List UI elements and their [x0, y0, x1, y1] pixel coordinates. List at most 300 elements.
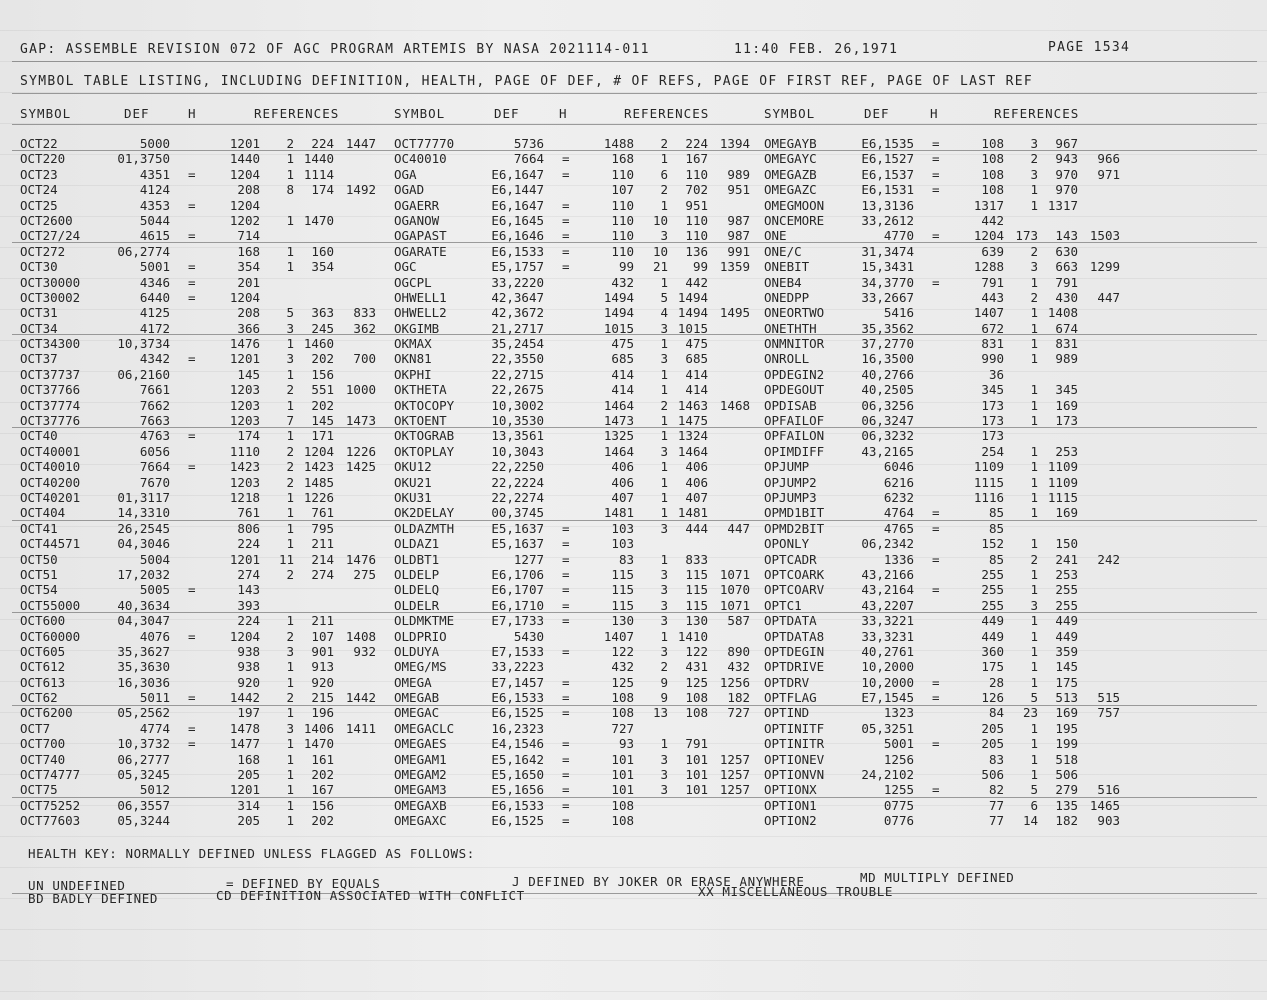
ref-count-cell: 1 [286, 166, 294, 182]
table-row [20, 598, 390, 613]
symbol-cell: OCT40 [20, 428, 58, 444]
def-cell: E6,1525 [491, 705, 544, 721]
def-cell: 06,2777 [117, 751, 170, 767]
def-page-cell: 1109 [973, 459, 1004, 475]
first-ref-cell: 920 [311, 674, 334, 690]
table-row [394, 336, 764, 351]
def-cell: E5,1757 [491, 259, 544, 275]
table-row [764, 813, 1134, 828]
def-page-cell: 938 [237, 643, 260, 659]
ref-count-cell: 1 [286, 751, 294, 767]
health-flag: = [562, 212, 570, 228]
symbol-cell: OCT40001 [20, 443, 81, 459]
ref-count-cell: 3 [1030, 166, 1038, 182]
table-row [394, 505, 764, 520]
health-flag: = [188, 274, 196, 290]
def-cell: 5012 [139, 782, 170, 798]
table-row [764, 767, 1134, 782]
symbol-cell: OCT2600 [20, 212, 73, 228]
table-row [394, 690, 764, 705]
def-page-cell: 1407 [603, 628, 634, 644]
symbol-cell: OCT40200 [20, 474, 81, 490]
last-ref-cell: 989 [727, 166, 750, 182]
table-row [764, 659, 1134, 674]
table-row [394, 136, 764, 151]
first-ref-cell: 831 [1055, 336, 1078, 352]
first-ref-cell: 913 [311, 659, 334, 675]
table-row [394, 752, 764, 767]
ref-count-cell: 1 [660, 151, 668, 167]
symbol-cell: OPTIONVN [764, 767, 825, 783]
def-page-cell: 806 [237, 520, 260, 536]
subtitle-rule [12, 93, 1257, 94]
table-row [764, 336, 1134, 351]
first-ref-cell: 359 [1055, 643, 1078, 659]
def-cell: E6,1531 [861, 182, 914, 198]
table-row [20, 244, 390, 259]
def-cell: 5430 [513, 628, 544, 644]
health-flag: = [562, 197, 570, 213]
ref-count-cell: 1 [1030, 351, 1038, 367]
def-page-cell: 475 [611, 336, 634, 352]
symbol-cell: OPTION2 [764, 813, 817, 829]
def-page-cell: 1203 [229, 397, 260, 413]
symbol-cell: OCT74777 [20, 767, 81, 783]
def-page-cell: 168 [237, 751, 260, 767]
symbol-block-middle [394, 136, 764, 829]
health-flag: = [562, 228, 570, 244]
table-row [764, 752, 1134, 767]
symbol-cell: OKU31 [394, 489, 432, 505]
table-row [394, 182, 764, 197]
symbol-cell: OCT740 [20, 751, 66, 767]
symbol-cell: OPTCADR [764, 551, 817, 567]
def-page-cell: 205 [981, 736, 1004, 752]
listing-title: GAP: ASSEMBLE REVISION 072 OF AGC PROGRAM ARTEMIS BY NASA 2021114-011 [20, 42, 650, 57]
symbol-cell: OCT62 [20, 690, 58, 706]
health-key-un: UN UNDEFINED [28, 878, 126, 893]
def-page-cell: 345 [981, 382, 1004, 398]
def-page-cell: 93 [618, 736, 634, 752]
last-ref-cell: 1000 [345, 382, 376, 398]
def-cell: 05,3245 [117, 767, 170, 783]
health-flag: = [932, 136, 940, 151]
def-page-cell: 366 [237, 320, 260, 336]
table-row [764, 644, 1134, 659]
first-ref-cell: 1464 [677, 443, 708, 459]
def-cell: 13,3136 [861, 197, 914, 213]
last-ref-cell: 275 [353, 566, 376, 582]
symbol-cell: OPTFLAG [764, 690, 817, 706]
def-cell: 33,3221 [861, 613, 914, 629]
table-row [394, 398, 764, 413]
first-ref-cell: 1114 [303, 166, 334, 182]
def-page-cell: 205 [237, 813, 260, 829]
ref-count-cell: 1 [286, 782, 294, 798]
symbol-cell: OPTIONX [764, 782, 817, 798]
symbol-cell: OMEGACLC [394, 720, 455, 736]
symbol-cell: OCT77770 [394, 136, 455, 151]
first-ref-cell: 110 [685, 212, 708, 228]
ref-count-cell: 2 [1030, 151, 1038, 167]
def-cell: 5001 [139, 259, 170, 275]
last-ref-cell: 1468 [719, 397, 750, 413]
def-cell: 0776 [883, 813, 914, 829]
def-cell: E5,1656 [491, 782, 544, 798]
def-cell: 35,2454 [491, 336, 544, 352]
first-ref-cell: 169 [1055, 705, 1078, 721]
ref-count-cell: 1 [660, 382, 668, 398]
first-ref-cell: 224 [311, 136, 334, 151]
symbol-cell: OCT27/24 [20, 228, 81, 244]
symbol-cell: OPJUMP2 [764, 474, 817, 490]
symbol-cell: OLDELQ [394, 582, 440, 598]
symbol-cell: OPTINITR [764, 736, 825, 752]
ref-count-cell: 1 [286, 212, 294, 228]
symbol-cell: OGA [394, 166, 417, 182]
first-ref-cell: 211 [311, 613, 334, 629]
ref-count-cell: 2 [660, 136, 668, 151]
symbol-block-left [20, 136, 390, 829]
def-page-cell: 1473 [603, 413, 634, 429]
def-cell: 4615 [139, 228, 170, 244]
table-row [394, 567, 764, 582]
first-ref-cell: 202 [311, 351, 334, 367]
def-cell: 1323 [883, 705, 914, 721]
health-flag: = [562, 813, 570, 829]
first-ref-cell: 145 [1055, 659, 1078, 675]
table-row [20, 182, 390, 197]
def-cell: 01,3750 [117, 151, 170, 167]
last-ref-cell: 516 [1097, 782, 1120, 798]
last-ref-cell: 1359 [719, 259, 750, 275]
def-page-cell: 173 [981, 397, 1004, 413]
def-page-cell: 1440 [229, 151, 260, 167]
first-ref-cell: 406 [685, 459, 708, 475]
def-cell: 24,2102 [861, 767, 914, 783]
col-references-2: REFERENCES [624, 106, 710, 121]
symbol-cell: OMEGAES [394, 736, 447, 752]
table-row [20, 428, 390, 443]
col-h-2: H [559, 106, 568, 121]
health-flag: = [188, 289, 196, 305]
def-cell: 5736 [513, 136, 544, 151]
def-page-cell: 28 [988, 674, 1004, 690]
def-cell: 06,3557 [117, 797, 170, 813]
ref-count-cell: 1 [1030, 505, 1038, 521]
symbol-cell: OPTIONEV [764, 751, 825, 767]
def-cell: 31,3474 [861, 243, 914, 259]
def-page-cell: 83 [618, 551, 634, 567]
ref-count-cell: 3 [660, 597, 668, 613]
def-page-cell: 672 [981, 320, 1004, 336]
symbol-cell: OCT40201 [20, 489, 81, 505]
first-ref-cell: 167 [311, 782, 334, 798]
def-page-cell: 101 [611, 751, 634, 767]
symbol-cell: ONCEMORE [764, 212, 825, 228]
def-page-cell: 274 [237, 566, 260, 582]
def-cell: 1336 [883, 551, 914, 567]
table-row [764, 305, 1134, 320]
table-row [20, 336, 390, 351]
symbol-cell: OMEGAC [394, 705, 440, 721]
ref-count-cell: 1 [286, 797, 294, 813]
def-cell: 4172 [139, 320, 170, 336]
def-page-cell: 1204 [229, 628, 260, 644]
table-row [20, 167, 390, 182]
def-cell: E6,1645 [491, 212, 544, 228]
table-row [394, 721, 764, 736]
def-cell: 42,3647 [491, 289, 544, 305]
first-ref-cell: 1204 [303, 443, 334, 459]
table-row [394, 244, 764, 259]
def-page-cell: 414 [611, 382, 634, 398]
def-cell: 4764 [883, 505, 914, 521]
def-cell: 01,3117 [117, 489, 170, 505]
ref-count-cell: 6 [1030, 797, 1038, 813]
ref-count-cell: 1 [1030, 613, 1038, 629]
first-ref-cell: 363 [311, 305, 334, 321]
first-ref-cell: 791 [1055, 274, 1078, 290]
def-cell: 37,2770 [861, 336, 914, 352]
def-page-cell: 205 [981, 720, 1004, 736]
def-cell: E5,1650 [491, 767, 544, 783]
symbol-cell: OCT30002 [20, 289, 81, 305]
symbol-cell: OCT50 [20, 551, 58, 567]
def-cell: 5000 [139, 136, 170, 151]
def-cell: 35,3562 [861, 320, 914, 336]
first-ref-cell: 1115 [1047, 489, 1078, 505]
first-ref-cell: 407 [685, 489, 708, 505]
symbol-cell: OGC [394, 259, 417, 275]
health-flag: = [562, 782, 570, 798]
symbol-cell: OCT612 [20, 659, 66, 675]
first-ref-cell: 506 [1055, 767, 1078, 783]
def-page-cell: 1204 [229, 166, 260, 182]
health-flag: = [188, 690, 196, 706]
first-ref-cell: 110 [685, 228, 708, 244]
page-number: PAGE 1534 [1048, 40, 1131, 55]
symbol-cell: OPTIND [764, 705, 810, 721]
def-page-cell: 1325 [603, 428, 634, 444]
last-ref-cell: 1425 [345, 459, 376, 475]
first-ref-cell: 167 [685, 151, 708, 167]
first-ref-cell: 101 [685, 767, 708, 783]
first-ref-cell: 143 [1055, 228, 1078, 244]
health-flag: = [932, 782, 940, 798]
ref-count-cell: 2 [286, 459, 294, 475]
ref-count-cell: 1 [286, 613, 294, 629]
ref-count-cell: 10 [652, 212, 668, 228]
def-page-cell: 1203 [229, 413, 260, 429]
col-def-2: DEF [494, 106, 520, 121]
def-page-cell: 224 [237, 536, 260, 552]
table-row [20, 136, 390, 151]
ref-count-cell: 14 [1022, 813, 1038, 829]
def-cell: 4351 [139, 166, 170, 182]
def-page-cell: 1203 [229, 382, 260, 398]
def-page-cell: 122 [611, 643, 634, 659]
table-row [20, 675, 390, 690]
def-page-cell: 110 [611, 197, 634, 213]
first-ref-cell: 551 [311, 382, 334, 398]
ref-count-cell: 1 [1030, 459, 1038, 475]
def-cell: 33,2220 [491, 274, 544, 290]
def-cell: 16,3036 [117, 674, 170, 690]
ref-count-cell: 1 [1030, 397, 1038, 413]
last-ref-cell: 1495 [719, 305, 750, 321]
def-page-cell: 174 [237, 428, 260, 444]
table-row [394, 259, 764, 274]
table-row [20, 659, 390, 674]
symbol-cell: OCT37776 [20, 413, 81, 429]
def-cell: 5005 [139, 582, 170, 598]
health-flag: = [562, 536, 570, 552]
ref-count-cell: 3 [660, 782, 668, 798]
ref-count-cell: 1 [660, 489, 668, 505]
health-flag: = [932, 505, 940, 521]
symbol-cell: OPONLY [764, 536, 810, 552]
ref-count-cell: 2 [286, 136, 294, 151]
table-row [394, 151, 764, 166]
first-ref-cell: 202 [311, 813, 334, 829]
health-flag: = [562, 643, 570, 659]
def-page-cell: 920 [237, 674, 260, 690]
def-page-cell: 990 [981, 351, 1004, 367]
first-ref-cell: 449 [1055, 628, 1078, 644]
table-row [20, 629, 390, 644]
first-ref-cell: 970 [1055, 166, 1078, 182]
health-flag: = [932, 551, 940, 567]
health-key-cd: CD DEFINITION ASSOCIATED WITH CONFLICT [216, 888, 525, 903]
ref-count-cell: 2 [660, 182, 668, 198]
table-row [394, 382, 764, 397]
ref-count-cell: 1 [1030, 674, 1038, 690]
ref-count-cell: 10 [652, 243, 668, 259]
symbol-cell: OMEGAXB [394, 797, 447, 813]
health-flag: = [562, 690, 570, 706]
symbol-cell: OCT40010 [20, 459, 81, 475]
def-page-cell: 1288 [973, 259, 1004, 275]
def-page-cell: 110 [611, 243, 634, 259]
table-row [764, 428, 1134, 443]
def-cell: 5044 [139, 212, 170, 228]
ref-count-cell: 1 [286, 767, 294, 783]
first-ref-cell: 160 [311, 243, 334, 259]
table-row [20, 644, 390, 659]
table-row [20, 690, 390, 705]
def-page-cell: 685 [611, 351, 634, 367]
table-row [20, 259, 390, 274]
def-cell: 6232 [883, 489, 914, 505]
def-page-cell: 108 [981, 136, 1004, 151]
table-row [20, 813, 390, 828]
def-page-cell: 197 [237, 705, 260, 721]
first-ref-cell: 135 [1055, 797, 1078, 813]
def-cell: 06,2774 [117, 243, 170, 259]
def-page-cell: 101 [611, 782, 634, 798]
symbol-cell: OPIMDIFF [764, 443, 825, 459]
def-page-cell: 1423 [229, 459, 260, 475]
table-row [20, 351, 390, 366]
def-cell: 40,3634 [117, 597, 170, 613]
symbol-cell: OKN81 [394, 351, 432, 367]
symbol-cell: OPMD2BIT [764, 520, 825, 536]
first-ref-cell: 224 [685, 136, 708, 151]
ref-count-cell: 3 [1030, 597, 1038, 613]
health-flag: = [562, 166, 570, 182]
table-row [764, 582, 1134, 597]
def-cell: 10,3734 [117, 336, 170, 352]
ref-count-cell: 1 [660, 474, 668, 490]
ref-count-cell: 1 [1030, 489, 1038, 505]
def-cell: 7662 [139, 397, 170, 413]
health-flag: = [188, 228, 196, 244]
last-ref-cell: 1257 [719, 782, 750, 798]
first-ref-cell: 122 [685, 643, 708, 659]
symbol-cell: OMEGAZB [764, 166, 817, 182]
table-row [20, 398, 390, 413]
def-cell: E4,1546 [491, 736, 544, 752]
def-cell: 04,3047 [117, 613, 170, 629]
health-flag: = [562, 151, 570, 167]
def-cell: 16,2323 [491, 720, 544, 736]
table-row [394, 444, 764, 459]
ref-count-cell: 2 [286, 382, 294, 398]
def-page-cell: 393 [237, 597, 260, 613]
symbol-cell: OCT75252 [20, 797, 81, 813]
table-row [20, 782, 390, 797]
ref-count-cell: 1 [1030, 720, 1038, 736]
def-cell: 40,2761 [861, 643, 914, 659]
health-flag: = [188, 259, 196, 275]
ref-count-cell: 1 [1030, 628, 1038, 644]
def-cell: 15,3431 [861, 259, 914, 275]
symbol-cell: OCT77603 [20, 813, 81, 829]
def-page-cell: 432 [611, 274, 634, 290]
def-cell: E6,1447 [491, 182, 544, 198]
table-row [764, 598, 1134, 613]
symbol-cell: ONMNITOR [764, 336, 825, 352]
def-page-cell: 1204 [229, 197, 260, 213]
health-flag: = [562, 243, 570, 259]
table-row [20, 367, 390, 382]
def-cell: E6,1525 [491, 813, 544, 829]
def-page-cell: 407 [611, 489, 634, 505]
health-flag: = [932, 228, 940, 244]
column-header-rule [12, 124, 1257, 125]
ref-count-cell: 1 [1030, 767, 1038, 783]
def-page-cell: 126 [981, 690, 1004, 706]
first-ref-cell: 967 [1055, 136, 1078, 151]
col-references-1: REFERENCES [254, 106, 340, 121]
table-row [764, 382, 1134, 397]
table-row [394, 275, 764, 290]
def-cell: 10,3530 [491, 413, 544, 429]
first-ref-cell: 1463 [677, 397, 708, 413]
def-cell: 7663 [139, 413, 170, 429]
symbol-cell: OCT404 [20, 505, 66, 521]
table-row [394, 321, 764, 336]
table-row [394, 521, 764, 536]
def-page-cell: 36 [988, 366, 1004, 382]
symbol-cell: OMEGMOON [764, 197, 825, 213]
def-cell: 34,3770 [861, 274, 914, 290]
def-page-cell: 1494 [603, 305, 634, 321]
ref-count-cell: 3 [660, 351, 668, 367]
table-row [394, 490, 764, 505]
def-page-cell: 254 [981, 443, 1004, 459]
